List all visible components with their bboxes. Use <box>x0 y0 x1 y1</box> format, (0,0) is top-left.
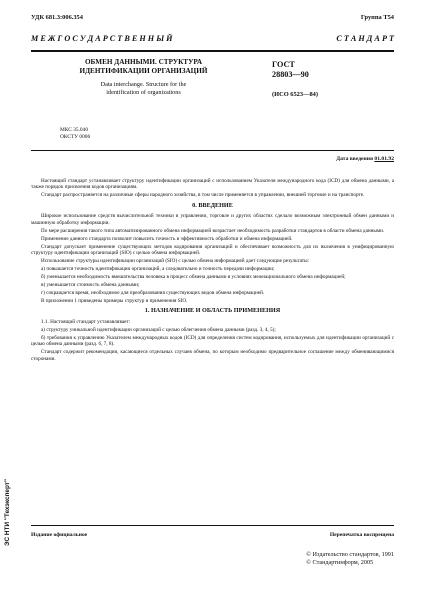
section-heading-scope: 1. НАЗНАЧЕНИЕ И ОБЛАСТЬ ПРИМЕНЕНИЯ <box>144 307 281 315</box>
paragraph: По мере расширения такого типа автоматизированного обмена информацией возрастает необходимость разработки стандартов в области обмена данными. <box>41 227 385 234</box>
effective-date <box>336 156 394 162</box>
paragraph: Стандарт допускает применение существующих методов кодирования организаций и обеспечивает возможность для их включения в унифицированную структуру идентификации организаций (SIO) с целью обмена информацией. <box>31 243 394 257</box>
official-edition-note: Издание официальное <box>31 532 88 538</box>
document-title <box>31 58 256 75</box>
footer-rule <box>31 525 394 526</box>
banner-word-standard: С Т А Н Д А Р Т <box>336 34 394 43</box>
standard-banner <box>31 34 394 43</box>
document-body <box>31 178 394 364</box>
list-item: г) сокращается время, необходимое для преобразования существующих видов обмена информацией. <box>41 290 265 297</box>
udk-code: УДК 681.3:006.354 <box>31 14 83 21</box>
paragraph: В приложении 1 приведены примеры структур и применения SIO. <box>41 298 188 305</box>
top-rule <box>31 50 394 52</box>
effective-date-label: Дата введения <box>336 156 374 162</box>
title-line-2: ИДЕНТИФИКАЦИИ ОРГАНИЗАЦИЙ <box>79 66 208 75</box>
paragraph: 1.1. Настоящий стандарт устанавливает: <box>41 318 131 325</box>
reprint-prohibited-note: Перепечатка воспрещена <box>329 532 394 538</box>
paragraph: Стандарт распространяется на различные сферы народного хозяйства, в том числе применяется в управлении, внешней торговле и на транспорте. <box>41 192 365 199</box>
list-item: а) структуру уникальной идентификации организаций с целью облегчения обмена данными (разд. 3, 4, 5); <box>41 326 276 333</box>
side-watermark-label: ЭС НТИ "Техэксперт" <box>4 479 11 546</box>
paragraph: Применение данного стандарта позволит повысить точность и эффективность обработки и обмена информацией. <box>41 235 293 242</box>
copyright-block <box>306 551 394 567</box>
header-rule <box>31 150 394 151</box>
group-code: Группа Т54 <box>360 14 394 21</box>
paragraph: Широкое использование средств вычислительной техники в управлении, торговле и других областях сделало возможным электронный обмен данными и машинную обработку информации. <box>31 213 394 226</box>
classification-codes <box>60 127 90 140</box>
english-title <box>31 81 256 96</box>
okstu-code: ОКСТУ 0006 <box>60 133 91 140</box>
section-heading-introduction: 0. ВВЕДЕНИЕ <box>192 201 233 209</box>
list-item: б) требования к управлению Указателем международных кодов (ICD) для определения систем кодирования, используемых для идентификации организаций с целью обмена данными (разд. 6, 7, 8). <box>31 334 394 348</box>
paragraph: Настоящий стандарт устанавливает структуру идентификации организаций с использованием Указателя международного кода (ICD) для обмена данными, а также порядок присвоения кодов организациям. <box>31 178 394 191</box>
gost-number: 28803—90 <box>272 69 309 79</box>
english-title-line-1: Data interchange. Structure for the <box>100 81 187 88</box>
mks-code: МКС 35.040 <box>60 127 89 133</box>
gost-label: ГОСТ <box>272 60 295 69</box>
effective-date-value: 01.01.92 <box>374 156 394 162</box>
paragraph: Использование структуры идентификации организаций (SIO) с целью обмена информацией дает следующие результаты: <box>41 258 309 265</box>
copyright-line-1: © Издательство стандартов, 1991 <box>306 551 394 558</box>
list-item: в) уменьшается стоимость обмена данными; <box>41 282 140 289</box>
paragraph: Стандарт содержит рекомендации, касающиеся отдельных случаев обмена, по которым необходимо предварительное соглашение между обменивающимися сторонами. <box>31 349 394 362</box>
copyright-line-2: © Стандартинформ, 2005 <box>306 559 374 566</box>
english-title-line-2: identification of organizations <box>106 88 181 96</box>
iso-reference: (ИСО 6523—84) <box>272 91 318 98</box>
banner-word-interstate: М Е Ж Г О С У Д А Р С Т В Е Н Н Ы Й <box>31 34 173 43</box>
list-item: б) уменьшается необходимость вмешательства человека в процесс обмена данными в условиях межнационального обмена информацией; <box>41 274 346 281</box>
gost-designation <box>272 60 309 79</box>
title-line-1: ОБМЕН ДАННЫМИ. СТРУКТУРА <box>84 58 203 66</box>
list-item: а) повышается точность идентификации организаций, а следовательно и точность передачи информации; <box>41 266 275 273</box>
